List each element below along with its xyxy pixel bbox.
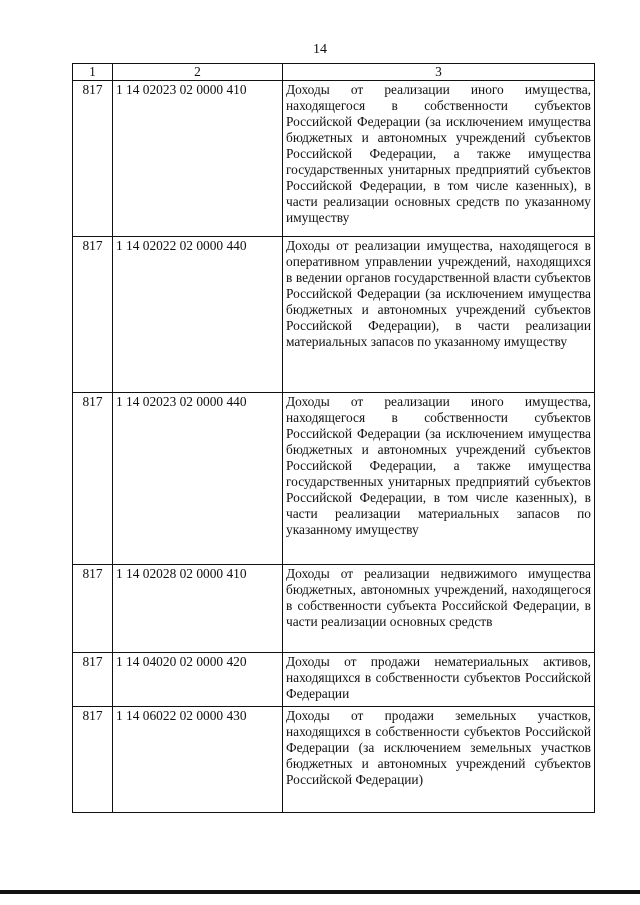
budget-revenue-table bbox=[72, 63, 595, 813]
admin-code-cell: 817 bbox=[73, 707, 113, 813]
description-cell: Доходы от реализации имущества, находящегося в оперативном управлении учреждений, находящихся в ведении органов государственной власти субъектов Российской Федерации (за исключением имущества бюджетных и автономных учреждений субъектов Российской Федерации), в части реализации материальных запасов по указанному имуществу bbox=[283, 237, 595, 393]
table-row bbox=[73, 393, 595, 565]
table-row bbox=[73, 565, 595, 653]
admin-code-cell: 817 bbox=[73, 237, 113, 393]
table-row bbox=[73, 237, 595, 393]
table-row bbox=[73, 707, 595, 813]
column-header-3: 3 bbox=[283, 64, 595, 81]
description-cell: Доходы от реализации иного имущества, находящегося в собственности субъектов Российской Федерации (за исключением имущества бюджетных и автономных учреждений субъектов Российской Федерации, а также имущества государственных унитарных предприятий субъектов Российской Федерации, в том числе казенных), в части реализации основных средств по указанному имуществу bbox=[283, 81, 595, 237]
column-header-2: 2 bbox=[113, 64, 283, 81]
budget-code-cell: 1 14 06022 02 0000 430 bbox=[113, 707, 283, 813]
column-header-1: 1 bbox=[73, 64, 113, 81]
description-cell: Доходы от реализации недвижимого имущества бюджетных, автономных учреждений, находящегося в собственности субъекта Российской Федерации, в части реализации основных средств bbox=[283, 565, 595, 653]
budget-code-cell: 1 14 04020 02 0000 420 bbox=[113, 653, 283, 707]
table-row bbox=[73, 81, 595, 237]
admin-code-cell: 817 bbox=[73, 393, 113, 565]
admin-code-cell: 817 bbox=[73, 653, 113, 707]
description-cell: Доходы от реализации иного имущества, находящегося в собственности субъектов Российской Федерации (за исключением имущества бюджетных и автономных учреждений субъектов Российской Федерации, а также имущества государственных унитарных предприятий субъектов Российской Федерации, в том числе казенных), в части реализации материальных запасов по указанному имуществу bbox=[283, 393, 595, 565]
description-cell: Доходы от продажи нематериальных активов, находящихся в собственности субъектов Российской Федерации bbox=[283, 653, 595, 707]
table-row bbox=[73, 653, 595, 707]
description-cell: Доходы от продажи земельных участков, находящихся в собственности субъектов Российской Федерации (за исключением земельных участков бюджетных и автономных учреждений субъектов Российской Федерации) bbox=[283, 707, 595, 813]
budget-code-cell: 1 14 02023 02 0000 410 bbox=[113, 81, 283, 237]
admin-code-cell: 817 bbox=[73, 81, 113, 237]
scan-border-line bbox=[0, 890, 640, 894]
admin-code-cell: 817 bbox=[73, 565, 113, 653]
budget-code-cell: 1 14 02022 02 0000 440 bbox=[113, 237, 283, 393]
page-number: 14 bbox=[313, 42, 327, 57]
budget-code-cell: 1 14 02023 02 0000 440 bbox=[113, 393, 283, 565]
budget-code-cell: 1 14 02028 02 0000 410 bbox=[113, 565, 283, 653]
table-header-row bbox=[73, 64, 595, 81]
